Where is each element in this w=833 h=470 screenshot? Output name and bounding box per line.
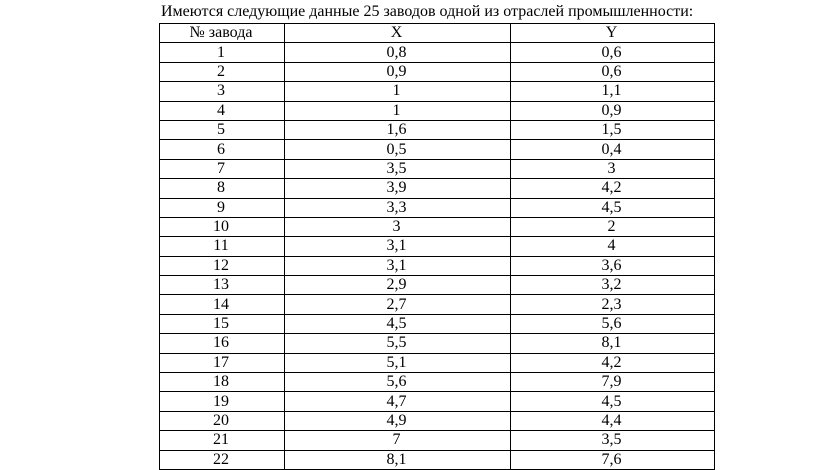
cell-factory-number: 4 xyxy=(160,101,285,120)
cell-y: 4,5 xyxy=(511,198,715,217)
cell-y: 4 xyxy=(511,237,715,256)
cell-x: 3,9 xyxy=(285,179,511,198)
cell-x: 1 xyxy=(285,101,511,120)
table-row xyxy=(160,237,715,256)
header-y: Y xyxy=(511,24,715,43)
table-row xyxy=(160,450,715,469)
cell-factory-number: 1 xyxy=(160,43,285,62)
cell-factory-number: 10 xyxy=(160,217,285,236)
cell-factory-number: 3 xyxy=(160,82,285,101)
table-row xyxy=(160,179,715,198)
cell-x: 0,5 xyxy=(285,140,511,159)
cell-x: 3,3 xyxy=(285,198,511,217)
table-row xyxy=(160,276,715,295)
cell-y: 0,6 xyxy=(511,43,715,62)
table-row xyxy=(160,411,715,430)
cell-y: 3,6 xyxy=(511,256,715,275)
cell-factory-number: 19 xyxy=(160,392,285,411)
header-factory-number: № завода xyxy=(160,24,285,43)
cell-factory-number: 12 xyxy=(160,256,285,275)
cell-y: 3,2 xyxy=(511,276,715,295)
cell-y: 4,2 xyxy=(511,179,715,198)
cell-x: 4,9 xyxy=(285,411,511,430)
cell-x: 3,1 xyxy=(285,256,511,275)
table-row xyxy=(160,314,715,333)
cell-factory-number: 15 xyxy=(160,314,285,333)
cell-y: 4,2 xyxy=(511,353,715,372)
cell-factory-number: 11 xyxy=(160,237,285,256)
cell-x: 5,6 xyxy=(285,373,511,392)
cell-factory-number: 13 xyxy=(160,276,285,295)
cell-y: 4,4 xyxy=(511,411,715,430)
table-row xyxy=(160,353,715,372)
cell-factory-number: 7 xyxy=(160,159,285,178)
cell-y: 0,9 xyxy=(511,101,715,120)
cell-x: 1,6 xyxy=(285,120,511,139)
cell-factory-number: 6 xyxy=(160,140,285,159)
cell-y: 7,9 xyxy=(511,373,715,392)
table-row xyxy=(160,256,715,275)
table-row xyxy=(160,295,715,314)
table-row xyxy=(160,198,715,217)
cell-y: 4,5 xyxy=(511,392,715,411)
cell-factory-number: 5 xyxy=(160,120,285,139)
header-x: X xyxy=(285,24,511,43)
cell-x: 1 xyxy=(285,82,511,101)
cell-x: 0,8 xyxy=(285,43,511,62)
cell-y: 7,6 xyxy=(511,450,715,469)
table-row xyxy=(160,120,715,139)
cell-y: 5,6 xyxy=(511,314,715,333)
table-caption: Имеются следующие данные 25 заводов одной из отраслей промышленности: xyxy=(161,3,694,20)
cell-factory-number: 21 xyxy=(160,431,285,450)
cell-x: 4,7 xyxy=(285,392,511,411)
cell-x: 2,9 xyxy=(285,276,511,295)
cell-factory-number: 9 xyxy=(160,198,285,217)
cell-y: 2 xyxy=(511,217,715,236)
table-row xyxy=(160,43,715,62)
cell-factory-number: 16 xyxy=(160,334,285,353)
table-row xyxy=(160,373,715,392)
table-row xyxy=(160,140,715,159)
cell-x: 3,1 xyxy=(285,237,511,256)
cell-factory-number: 8 xyxy=(160,179,285,198)
cell-factory-number: 14 xyxy=(160,295,285,314)
cell-factory-number: 20 xyxy=(160,411,285,430)
cell-factory-number: 18 xyxy=(160,373,285,392)
cell-x: 2,7 xyxy=(285,295,511,314)
table-row xyxy=(160,392,715,411)
cell-y: 0,4 xyxy=(511,140,715,159)
cell-x: 3 xyxy=(285,217,511,236)
table-row xyxy=(160,431,715,450)
cell-y: 1,1 xyxy=(511,82,715,101)
cell-factory-number: 22 xyxy=(160,450,285,469)
cell-x: 0,9 xyxy=(285,62,511,81)
cell-x: 8,1 xyxy=(285,450,511,469)
cell-y: 3,5 xyxy=(511,431,715,450)
cell-factory-number: 17 xyxy=(160,353,285,372)
cell-y: 8,1 xyxy=(511,334,715,353)
table-row xyxy=(160,217,715,236)
cell-x: 4,5 xyxy=(285,314,511,333)
cell-x: 7 xyxy=(285,431,511,450)
cell-x: 5,5 xyxy=(285,334,511,353)
table-header-row xyxy=(160,24,715,43)
table-row xyxy=(160,334,715,353)
table-row xyxy=(160,82,715,101)
cell-y: 2,3 xyxy=(511,295,715,314)
cell-y: 3 xyxy=(511,159,715,178)
table-row xyxy=(160,101,715,120)
factory-data-table xyxy=(159,23,715,470)
table-row xyxy=(160,159,715,178)
cell-x: 3,5 xyxy=(285,159,511,178)
cell-factory-number: 2 xyxy=(160,62,285,81)
cell-y: 1,5 xyxy=(511,120,715,139)
table-row xyxy=(160,62,715,81)
cell-y: 0,6 xyxy=(511,62,715,81)
cell-x: 5,1 xyxy=(285,353,511,372)
